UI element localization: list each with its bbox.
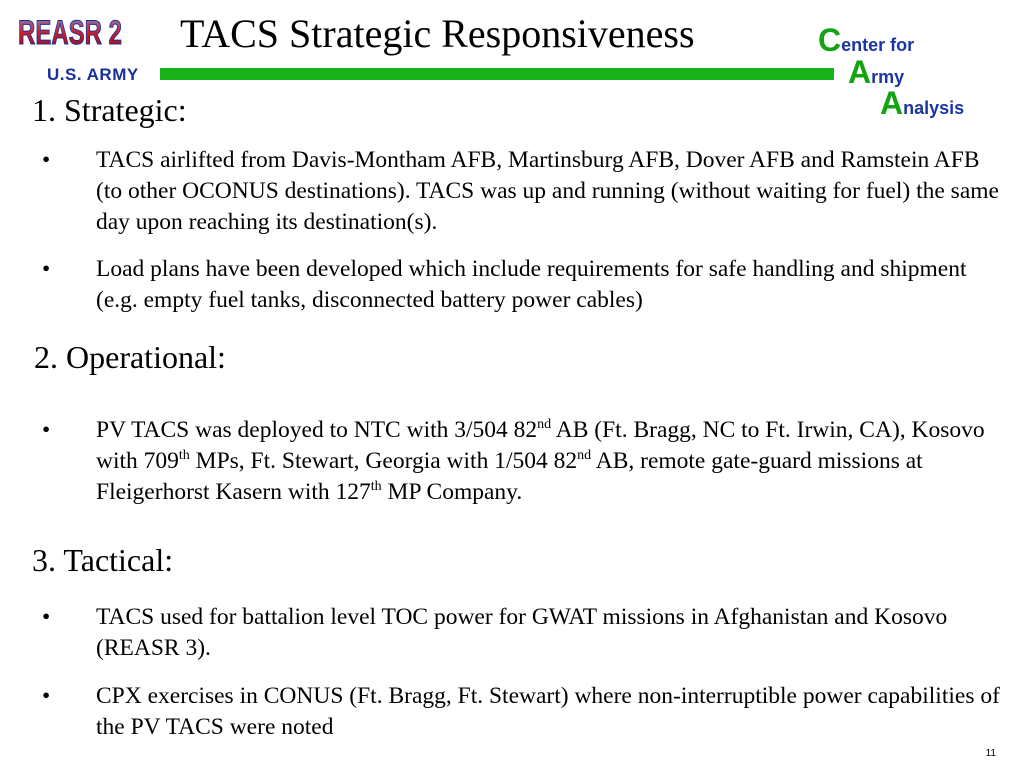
reasr-logo bbox=[16, 6, 126, 54]
caa-line-3: Analysis bbox=[880, 85, 965, 121]
reasr-logo-graphic bbox=[16, 6, 126, 54]
section-heading-operational: 2. Operational: bbox=[34, 339, 226, 375]
bullet-text: TACS used for battalion level TOC power for GWAT missions in Afghanistan and Kosovo (REASR 3). bbox=[96, 604, 948, 661]
bullet-marker: • bbox=[42, 256, 51, 282]
bullet-item bbox=[42, 681, 1002, 743]
bullet-text: PV TACS was deployed to NTC with 3/504 82nd AB (Ft. Bragg, NC to Ft. Irwin, CA), Kosovo with 709th MPs, Ft. Stewart, Georgia with 1/504 82nd AB, remote gate-guard missions at Fleigerhorst Kasern with 127th MP Company. bbox=[96, 417, 985, 505]
caa-line-2: Army bbox=[848, 54, 905, 90]
page-title: TACS Strategic Responsiveness bbox=[180, 11, 695, 56]
bullet-item bbox=[42, 254, 1002, 316]
title-divider-bar bbox=[160, 68, 834, 80]
bullet-marker: • bbox=[42, 604, 51, 630]
caa-logo bbox=[818, 24, 990, 119]
us-army-label: U.S. ARMY bbox=[47, 65, 139, 84]
bullet-item bbox=[42, 145, 1002, 238]
bullet-text: Load plans have been developed which include requirements for safe handling and shipment (e.g. empty fuel tanks, disconnected battery power cables) bbox=[96, 256, 967, 313]
bullet-marker: • bbox=[42, 147, 51, 173]
caa-line-1: Center for bbox=[818, 22, 915, 58]
section-heading-tactical: 3. Tactical: bbox=[32, 542, 174, 578]
bullet-text: TACS airlifted from Davis-Montham AFB, Martinsburg AFB, Dover AFB and Ramstein AFB (to other OCONUS destinations). TACS was up and running (without waiting for fuel) the same day upon reaching its destination(s). bbox=[96, 147, 999, 235]
page-number: 11 bbox=[985, 748, 996, 759]
bullet-marker: • bbox=[42, 683, 51, 709]
bullet-marker: • bbox=[42, 417, 51, 443]
bullet-text: CPX exercises in CONUS (Ft. Bragg, Ft. Stewart) where non-interruptible power capabilities of the PV TACS were noted bbox=[96, 683, 1000, 740]
section-heading-strategic: 1. Strategic: bbox=[32, 92, 187, 128]
reasr-logo-text: REASR 2 bbox=[18, 14, 122, 52]
bullet-item bbox=[42, 602, 1002, 664]
bullet-item bbox=[42, 415, 1002, 508]
